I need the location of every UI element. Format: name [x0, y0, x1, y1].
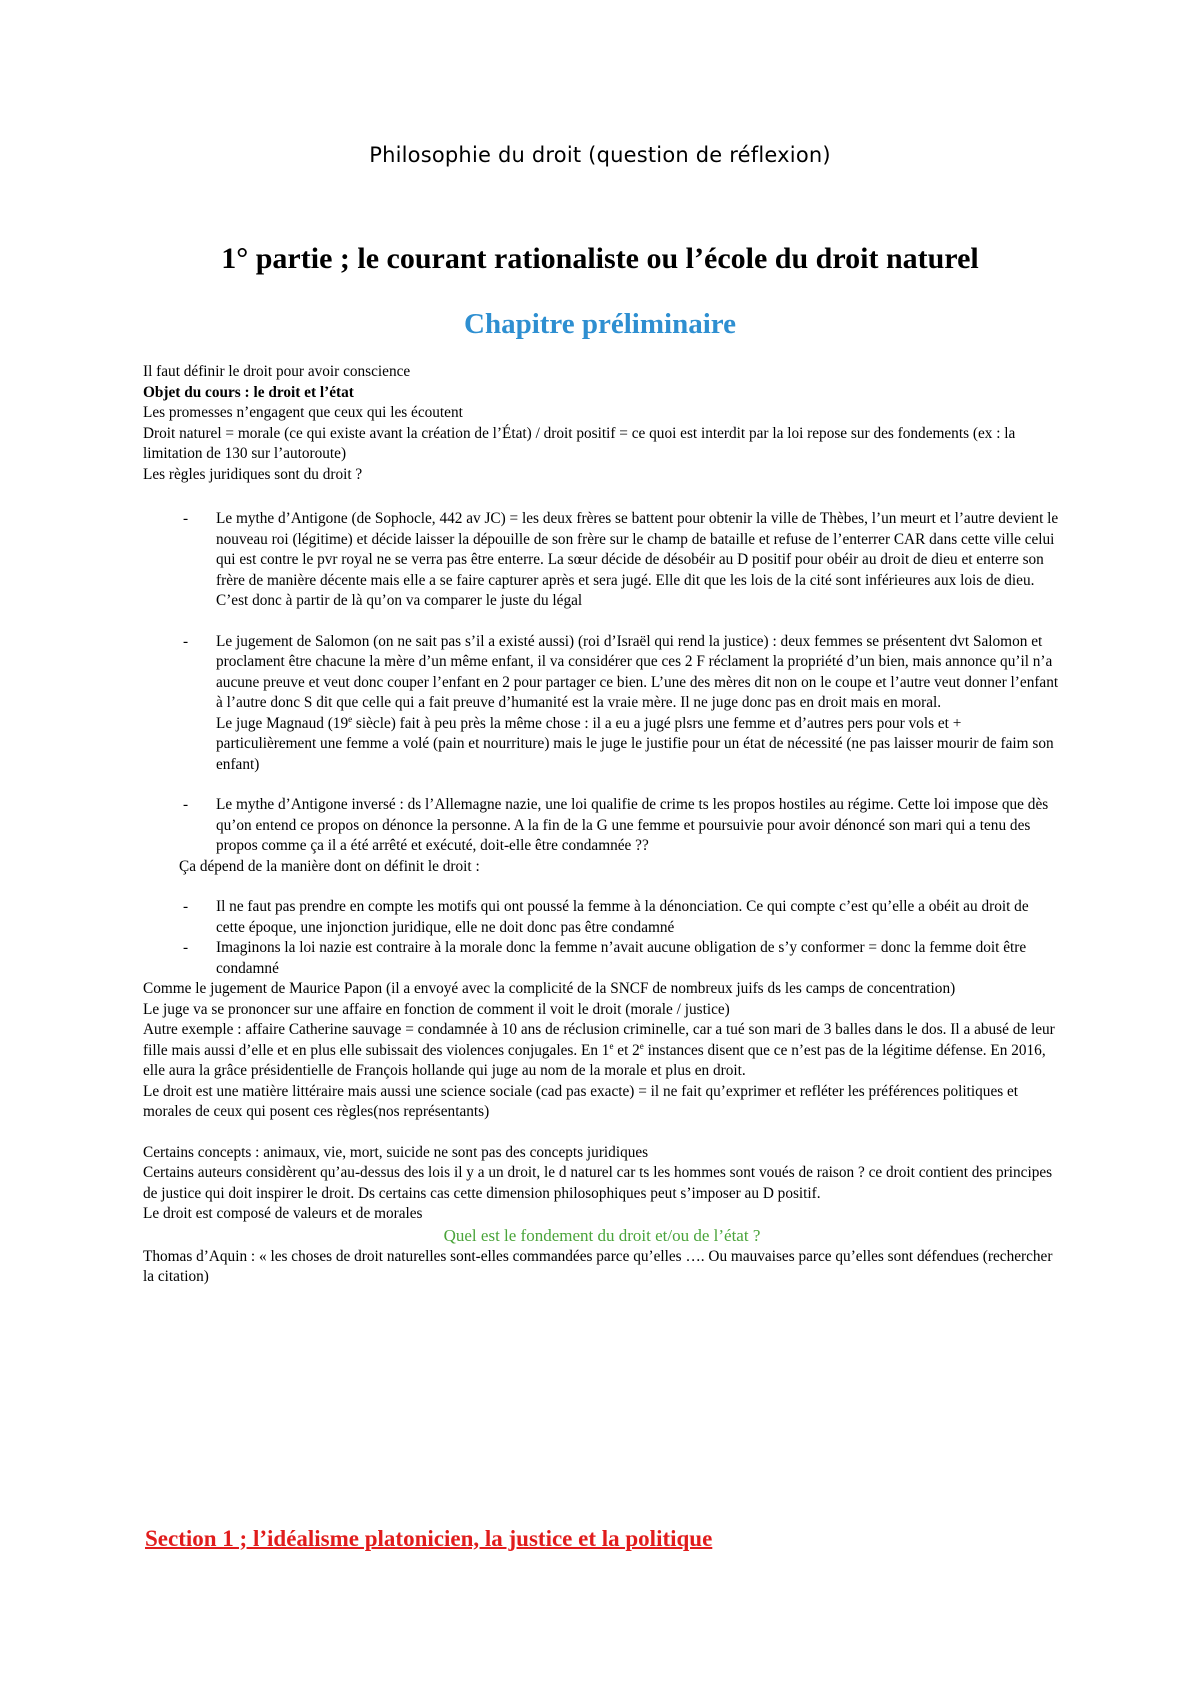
- intro-line: Les règles juridiques sont du droit ?: [143, 465, 363, 483]
- course-object-line: Objet du cours : le droit et l’état: [143, 383, 354, 401]
- definition-line: Ça dépend de la manière dont on définit le droit :: [179, 857, 480, 875]
- dash-bullet: -: [183, 632, 189, 650]
- paragraph: Certains auteurs considèrent qu’au-dessus des lois il y a un droit, le d naturel car ts les hommes sont voués de raison ? ce droit contient des principes de justice qui doit inspirer le droit. Ds certains cas cette dimension philosophiques peut s’imposer au D positif.: [143, 1164, 1053, 1202]
- list-item-text: Le mythe d’Antigone (de Sophocle, 442 av JC) = les deux frères se battent pour obtenir la ville de Thèbes, l’un meurt et l’autre devient le nouveau roi (légitime) et décide laisser la dépouille de son frère sur le champ de bataille et refuse de l’enterrer CAR dans cette ville celui qui est contre le pvr royal ne se verra pas être enterre. La sœur décide de désobéir au D positif pour obéir au droit de dieu et enterre son frère de manière décente mais elle a se faire capturer après et sera jugé. Elle dit que les lois de la cité sont inférieures aux lois de dieu. C’est donc à partir de là qu’on va comparer le juste du légal: [216, 510, 1059, 609]
- list-item: [143, 897, 1061, 938]
- document-title: Philosophie du droit (question de réflexion): [369, 143, 831, 167]
- section-question: Quel est le fondement du droit et/ou de l’état ?: [443, 1225, 761, 1245]
- list-item-text: Il ne faut pas prendre en compte les motifs qui ont poussé la femme à la dénonciation. Ce qui compte c’est qu’elle a obéit au droit de cette époque, une injonction juridique, elle ne doit donc pas être condamné: [216, 898, 1029, 936]
- definition-list: [143, 897, 1061, 979]
- dash-bullet: -: [183, 510, 189, 527]
- list-item: [143, 795, 1061, 857]
- paragraph: Le droit est composé de valeurs et de morales: [143, 1205, 423, 1222]
- list-item: [143, 632, 1061, 776]
- section-title: Section 1 ; l’idéalisme platonicien, la justice et la politique: [145, 1526, 713, 1551]
- list-item-text: Imaginons la loi nazie est contraire à la morale donc la femme n’avait aucune obligation de s’y conformer = donc la femme doit être condamné: [216, 939, 1027, 977]
- antigone-inverse-list: [143, 795, 1061, 857]
- paragraph: Thomas d’Aquin : « les choses de droit naturelles sont-elles commandées parce qu’elles …. Ou mauvaises parce qu’elles sont défendues (rechercher la citation): [143, 1247, 1053, 1285]
- intro-line: Les promesses n’engagent que ceux qui les écoutent: [143, 404, 463, 421]
- list-item-text: Le jugement de Salomon (on ne sait pas s’il a existé aussi) (roi d’Israël qui rend la justice) : deux femmes se présentent dvt Salomon et proclament être chacune la mère d’un même enfant, il va considérer que ces 2 F réclament la propriété d’un bien, mais annonce qu’il n’a aucune preuve et veut donc couper l’enfant en 2 pour partager ce bien. L’une des mères dit non on le coupe et l’autre veut donner l’enfant à l’autre donc S dit que celle qui a fait preuve d’humanité est la vraie mère. Il ne juge donc pas en droit mais en moral.: [216, 632, 1059, 711]
- part-title: 1° partie ; le courant rationaliste ou l’école du droit naturel: [221, 242, 979, 275]
- antigone-list: [143, 509, 1061, 612]
- paragraph: Autre exemple : affaire Catherine sauvage = condamnée à 10 ans de réclusion criminelle, car a tué son mari de 3 balles dans le dos. Il a abusé de leur fille mais aussi d’elle et en plus elle subissait des violences conjugales. En 1e et 2e instances disent que ce n’est pas de la légitime défense. En 2016, elle aura la grâce présidentielle de François hollande qui juge au nom de la morale et plus en droit.: [143, 1021, 1055, 1079]
- paragraph: Le droit est une matière littéraire mais aussi une science sociale (cad pas exacte) = il ne fait qu’exprimer et refléter les préférences politiques et morales de ceux qui posent ces règles(nos représentants): [143, 1082, 1019, 1120]
- document-body: [143, 362, 1061, 1288]
- paragraph: Comme le jugement de Maurice Papon (il a envoyé avec la complicité de la SNCF de nombreux juifs ds les camps de concentration): [143, 980, 956, 997]
- list-item: [143, 938, 1061, 979]
- list-item-text: Le mythe d’Antigone inversé : ds l’Allemagne nazie, une loi qualifie de crime ts les propos hostiles au régime. Cette loi impose que dès qu’on entend ce propos on dénonce la personne. A la fin de la G une femme et poursuivie pour avoir dénoncé son mari qui a tenu des propos comme ça il a été arrêté et exécuté, doit-elle être condamnée ??: [216, 796, 1049, 854]
- intro-line: Droit naturel = morale (ce qui existe avant la création de l’État) / droit positif = ce quoi est interdit par la loi repose sur des fondements (ex : la limitation de 130 sur l’autoroute): [143, 424, 1016, 462]
- magnaud-text: Le juge Magnaud (19e siècle) fait à peu près la même chose : il a eu a jugé plsrs une femme et d’autres pers pour vols et + particulièrement une femme a volé (pain et nourriture) mais le juge le justifie pour un état de nécessité (ne pas laisser mourir de faim son enfant): [216, 713, 1054, 773]
- chapter-title: Chapitre préliminaire: [464, 308, 736, 340]
- paragraph: Certains concepts : animaux, vie, mort, suicide ne sont pas des concepts juridiques: [143, 1143, 649, 1161]
- dash-bullet: -: [183, 939, 189, 956]
- list-item: [143, 509, 1061, 612]
- paragraph: Le juge va se prononcer sur une affaire en fonction de comment il voit le droit (morale / justice): [143, 1000, 730, 1018]
- intro-line: Il faut définir le droit pour avoir conscience: [143, 363, 411, 380]
- salomon-list: [143, 632, 1061, 776]
- dash-bullet: -: [183, 898, 189, 915]
- dash-bullet: -: [183, 796, 189, 813]
